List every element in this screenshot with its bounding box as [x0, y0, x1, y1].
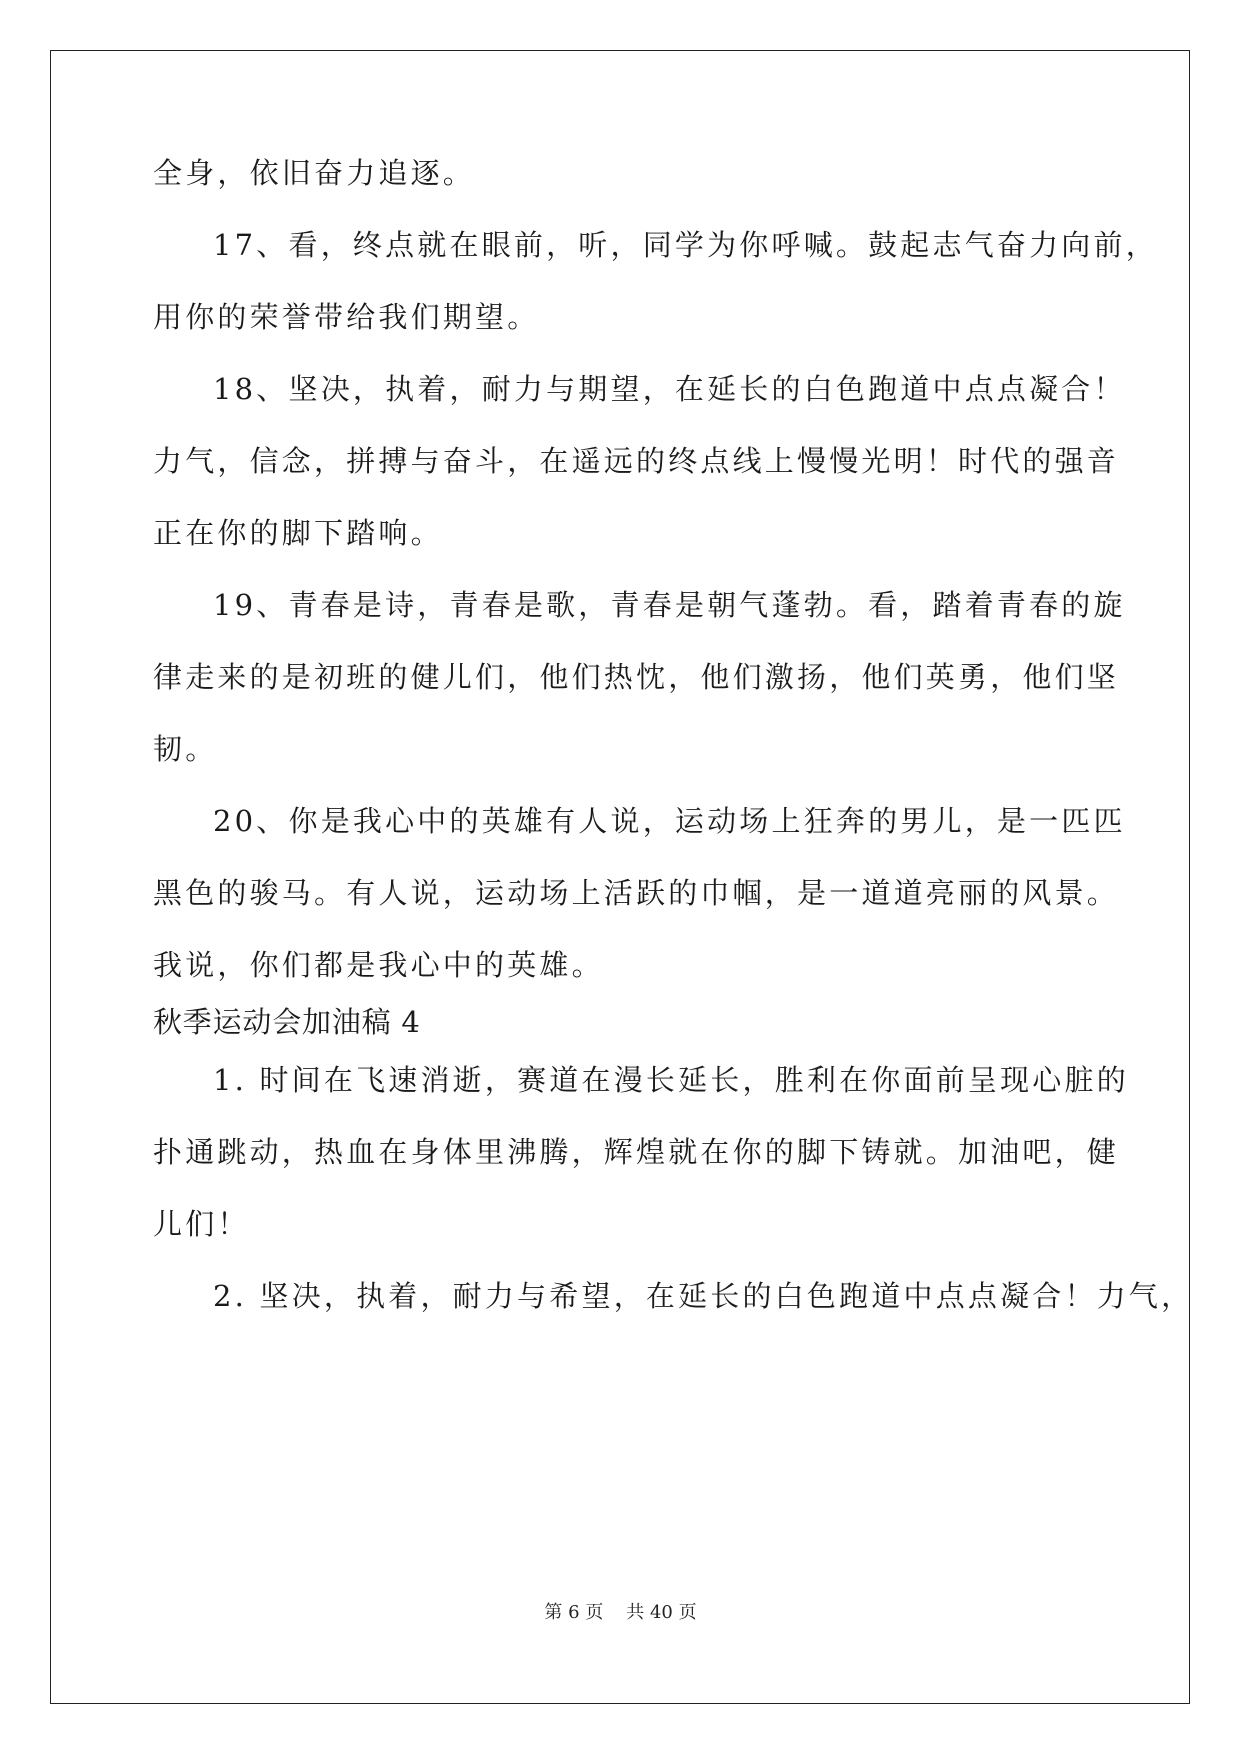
text-line: 2. 坚决，执着，耐力与希望，在延长的白色跑道中点点凝合！力气，	[213, 1279, 1194, 1313]
page-number: 第 6 页	[544, 1602, 604, 1623]
text-line: 17、看，终点就在眼前，听，同学为你呼喊。鼓起志气奋力向前，	[213, 228, 1158, 262]
text-line: 儿们！	[153, 1207, 250, 1241]
text-line: 扑通跳动，热血在身体里沸腾，辉煌就在你的脚下铸就。加油吧，健	[153, 1135, 1120, 1169]
text-line: 全身，依旧奋力追逐。	[153, 156, 476, 190]
text-line: 正在你的脚下踏响。	[153, 516, 443, 550]
text-line: 18、坚决，执着，耐力与期望，在延长的白色跑道中点点凝合！	[213, 372, 1126, 406]
text-line: 我说，你们都是我心中的英雄。	[153, 948, 604, 982]
text-line: 黑色的骏马。有人说，运动场上活跃的巾帼，是一道道亮丽的风景。	[153, 876, 1120, 910]
text-line: 力气，信念，拼搏与奋斗，在遥远的终点线上慢慢光明！时代的强音	[153, 444, 1120, 478]
text-line: 用你的荣誉带给我们期望。	[153, 300, 540, 334]
text-line: 韧。	[153, 732, 218, 766]
section-heading: 秋季运动会加油稿 4	[153, 1005, 421, 1039]
text-line: 19、青春是诗，青春是歌，青春是朝气蓬勃。看，踏着青春的旋	[213, 588, 1126, 622]
text-line: 律走来的是初班的健儿们，他们热忱，他们激扬，他们英勇，他们坚	[153, 660, 1120, 694]
page-total: 共 40 页	[626, 1602, 697, 1623]
text-line: 1. 时间在飞速消逝，赛道在漫长延长，胜利在你面前呈现心脏的	[213, 1063, 1129, 1097]
page-footer	[0, 1602, 1241, 1624]
text-line: 20、你是我心中的英雄有人说，运动场上狂奔的男儿，是一匹匹	[213, 804, 1126, 838]
